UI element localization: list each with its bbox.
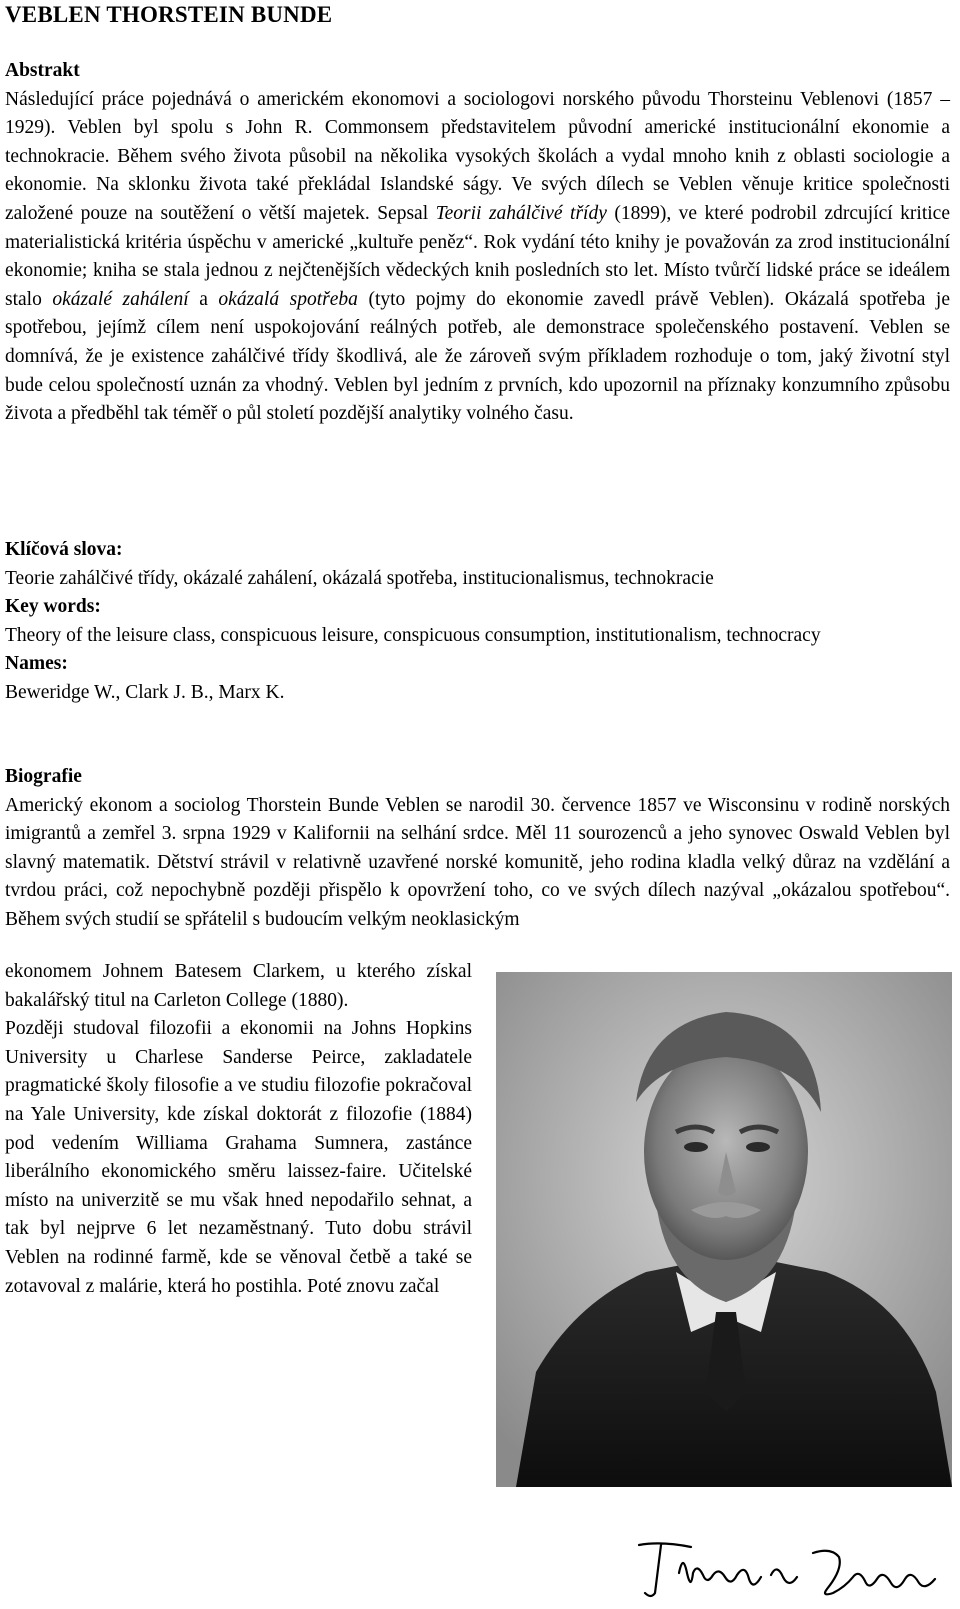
names-text: Beweridge W., Clark J. B., Marx K.: [5, 681, 285, 703]
page-title: VEBLEN THORSTEIN BUNDE: [5, 2, 333, 27]
keywords-en-text: Theory of the leisure class, conspicuous leisure, conspicuous consumption, institutionalism, technocracy: [5, 624, 821, 646]
keywords-cz-text: Teorie zahálčivé třídy, okázalé zahálení, okázalá spotřeba, institucionalismus, technokracie: [5, 567, 714, 589]
biography-col-para-1: ekonomem Johnem Batesem Clarkem, u kterého získal bakalářský titul na Carleton College (1880).: [5, 961, 472, 1011]
signature-image: [621, 1533, 951, 1607]
portrait-photo: [496, 972, 952, 1487]
abstract-text: Následující práce pojednává o americkém ekonomovi a sociologovi norského původu Thorsteinu Veblenovi (1857 – 1929). Veblen byl spolu s John R. Commonsem představitelem původní americké institucionální ekonomie a technokracie. Během svého života působil na několika vysokých školách a vydal mnoho knih z oblasti sociologie a ekonomie. Na sklonku života také překládal Islandské ságy. Ve svých dílech se Veblen věnuje kritice společnosti založené pouze na soutěžení o větší majetek. Sepsal Teorii zahálčivé třídy (1899), ve které podrobil zdrcující kritice materialistická kritéria úspěchu v americké „kultuře peněz“. Rok vydání této knihy je považován za zrod institucionální ekonomie; kniha se stala jednou z nejčtenějších vědeckých knih posledních sto let. Místo tvůrčí lidské práce se ideálem stalo okázalé zahálení a okázalá spotřeba (tyto pojmy do ekonomie zavedl právě Veblen). Okázalá spotřeba je spotřebou, jejímž cílem není uspokojování reálných potřeb, ale demonstrace společenského postavení. Veblen se domnívá, že je existence zahálčivé třídy škodlivá, ale že zároveň svým příkladem rozhoduje o tom, jaký životní styl bude celou společností uznán za vhodný. Veblen byl jedním z prvních, kdo upozornil na příznaky konzumního způsobu života a předběhl tak téměř o půl století pozdější analytiky volného času.: [5, 88, 950, 425]
keywords-en-heading: Key words:: [5, 596, 101, 618]
biography-paragraph: Americký ekonom a sociolog Thorstein Bunde Veblen se narodil 30. července 1857 ve Wisconsinu v rodině norských imigrantů a zemřel 3. srpna 1929 v Kalifornii na selhání srdce. Měl 11 sourozenců a jeho synovec Oswald Veblen byl slavný matematik. Dětství strávil v relativně uzavřené norské komunitě, jeho rodina kladla velký důraz na vzdělání a tvrdou práci, což nepochybně později přispělo k opovržení toho, co ve svých dílech nazýval „okázalou spotřebou“. Během svých studií se spřátelil s budoucím velkým neoklasickým: [5, 794, 950, 930]
keywords-cz-heading: Klíčová slova:: [5, 539, 123, 560]
biography-column-text: [5, 958, 472, 1301]
biography-col-para-2: Později studoval filozofii a ekonomii na Johns Hopkins University u Charlese Sanderse Peirce, zakladatele pragmatické školy filosofie a ve studiu filozofie pokračoval na Yale University, kde získal doktorát z filozofie (1884) pod vedením Williama Grahama Sumnera, zastánce liberálního ekonomického směru laissez-faire. Učitelské místo na univerzitě se mu však hned nepodařilo sehnat, a tak byl nejprve 6 let nezaměstnaný. Tuto dobu strávil Veblen na rodinné farmě, kde se věnoval četbě a také se zotavoval z malárie, která ho postihla. Poté znovu začal: [5, 1018, 472, 1297]
biography-heading: Biografie: [5, 766, 82, 787]
abstract-section: [5, 57, 950, 429]
names-heading: Names:: [5, 653, 68, 675]
biography-section: [5, 763, 950, 935]
abstract-heading: Abstrakt: [5, 60, 80, 81]
keywords-section: [5, 536, 950, 708]
